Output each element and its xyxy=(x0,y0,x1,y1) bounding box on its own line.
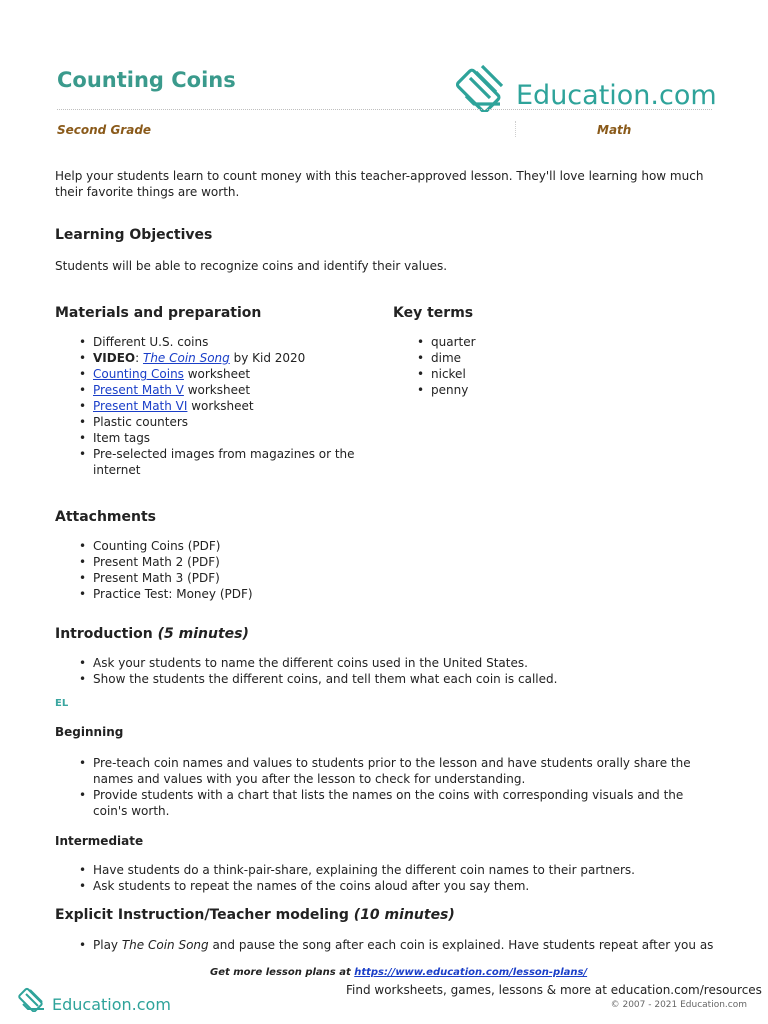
list-item: • penny xyxy=(431,382,631,398)
meta-divider xyxy=(515,121,516,137)
present-math-vi-link[interactable]: Present Math VI xyxy=(93,399,188,413)
footer-logo-text: Education.com xyxy=(52,995,171,1014)
intro-paragraph: Help your students learn to count money with this teacher-approved lesson. They'll love learning how much their favorite things are worth. xyxy=(55,169,704,199)
objectives-heading: Learning Objectives xyxy=(55,227,213,243)
list-item: • Provide students with a chart that lists the names on the coins with corresponding visuals and the coin's worth. xyxy=(93,787,715,819)
list-item: • dime xyxy=(431,350,631,366)
key-terms-heading: Key terms xyxy=(393,305,474,321)
grade-label: Second Grade xyxy=(57,123,152,137)
explicit-list xyxy=(55,937,768,953)
footer-logo[interactable] xyxy=(18,982,178,1012)
list-item: • nickel xyxy=(431,366,631,382)
objectives-text: Students will be able to recognize coins and identify their values. xyxy=(55,259,448,273)
footer-copyright: © 2007 - 2021 Education.com xyxy=(610,1000,747,1010)
list-item[interactable]: • Present Math 3 (PDF) xyxy=(93,570,493,586)
education-logo-icon xyxy=(456,56,516,112)
beginning-list xyxy=(55,755,715,819)
list-item: • Pre-teach coin names and values to students prior to the lesson and have students orally share the names and values with you after the lesson to check for understanding. xyxy=(93,755,715,787)
list-item[interactable]: • Practice Test: Money (PDF) xyxy=(93,586,493,602)
list-item: • Counting Coins worksheet xyxy=(93,366,393,382)
list-item: • Present Math V worksheet xyxy=(93,382,393,398)
subject-label: Math xyxy=(597,123,632,137)
explicit-heading: Explicit Instruction/Teacher modeling (10 minutes) xyxy=(55,907,455,923)
intermediate-list xyxy=(55,862,753,894)
logo-text: Education.com xyxy=(516,80,717,111)
lesson-plans-link[interactable]: https://www.education.com/lesson-plans/ xyxy=(354,967,588,978)
header-divider xyxy=(57,109,712,110)
attachments-heading: Attachments xyxy=(55,509,157,525)
counting-coins-link[interactable]: Counting Coins xyxy=(93,367,184,381)
materials-heading: Materials and preparation xyxy=(55,305,262,321)
introduction-list xyxy=(55,655,753,687)
list-item: • VIDEO: The Coin Song by Kid 2020 xyxy=(93,350,393,366)
beginning-heading: Beginning xyxy=(55,725,124,739)
list-item: • Ask students to repeat the names of the coins aloud after you say them. xyxy=(93,878,753,894)
materials-list xyxy=(55,334,393,478)
list-item[interactable]: • Present Math 2 (PDF) xyxy=(93,554,493,570)
list-item: • Item tags xyxy=(93,430,393,446)
list-item: • quarter xyxy=(431,334,631,350)
coin-song-link[interactable]: The Coin Song xyxy=(142,351,230,365)
list-item: • Play The Coin Song and pause the song after each coin is explained. Have students repeat after you as xyxy=(93,937,768,953)
list-item: • Present Math VI worksheet xyxy=(93,398,393,414)
list-item[interactable]: • Counting Coins (PDF) xyxy=(93,538,493,554)
list-item: • Have students do a think-pair-share, explaining the different coin names to their partners. xyxy=(93,862,753,878)
list-item: • Ask your students to name the different coins used in the United States. xyxy=(93,655,753,671)
attachments-list xyxy=(55,538,493,602)
list-item: • Pre-selected images from magazines or the internet xyxy=(93,446,393,478)
page-title: Counting Coins xyxy=(57,68,236,92)
key-terms-list xyxy=(393,334,631,398)
el-label: EL xyxy=(55,698,69,709)
list-item: • Show the students the different coins, and tell them what each coin is called. xyxy=(93,671,753,687)
footer-more-lessons: Get more lesson plans at https://www.education.com/lesson-plans/ xyxy=(210,967,588,978)
education-logo[interactable] xyxy=(456,56,716,112)
footer-find-text: Find worksheets, games, lessons & more at education.com/resources xyxy=(346,983,762,997)
introduction-heading: Introduction (5 minutes) xyxy=(55,626,249,642)
present-math-v-link[interactable]: Present Math V xyxy=(93,383,184,397)
footer-logo-icon xyxy=(18,982,52,1012)
list-item: • Different U.S. coins xyxy=(93,334,393,350)
intermediate-heading: Intermediate xyxy=(55,834,144,848)
list-item: • Plastic counters xyxy=(93,414,393,430)
